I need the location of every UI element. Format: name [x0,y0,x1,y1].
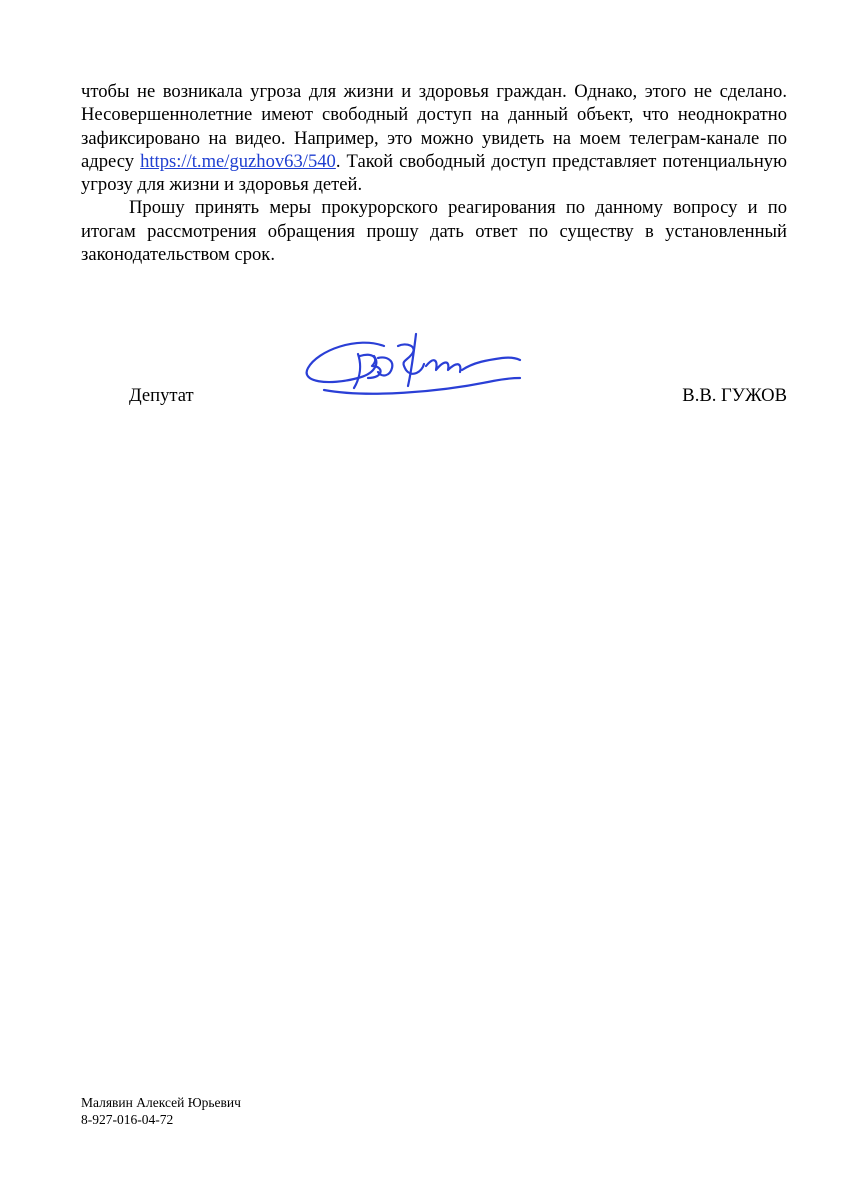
signer-name: В.В. ГУЖОВ [682,385,787,406]
signer-position: Депутат [129,385,194,406]
executor-name: Малявин Алексей Юрьевич [81,1095,241,1110]
paragraph-1 [81,80,787,196]
executor-phone: 8-927-016-04-72 [81,1112,174,1127]
signature-block [81,384,787,408]
paragraph-2: Прошу принять меры прокурорского реагирования по данному вопросу и по итогам рассмотрения обращения прошу дать ответ по существу в установленный законодательством срок. [81,197,787,266]
telegram-link[interactable]: https://t.me/guzhov63/540 [140,150,336,172]
paragraph-1-text-before-link: чтобы не возникала угроза для жизни и здоровья граждан. Однако, этого не сделано. Несовершеннолетние имеют свободный доступ на данный объект, что неоднократно зафиксировано на видео. Например, это можно увидеть на моем телеграм-канале по адресу [81,81,787,172]
executor-footer [81,1094,241,1128]
paragraph-1-text-after-link: . Такой свободный доступ представляет потенциальную угрозу для жизни и здоровья детей. [81,150,787,196]
letter-body [81,80,787,266]
